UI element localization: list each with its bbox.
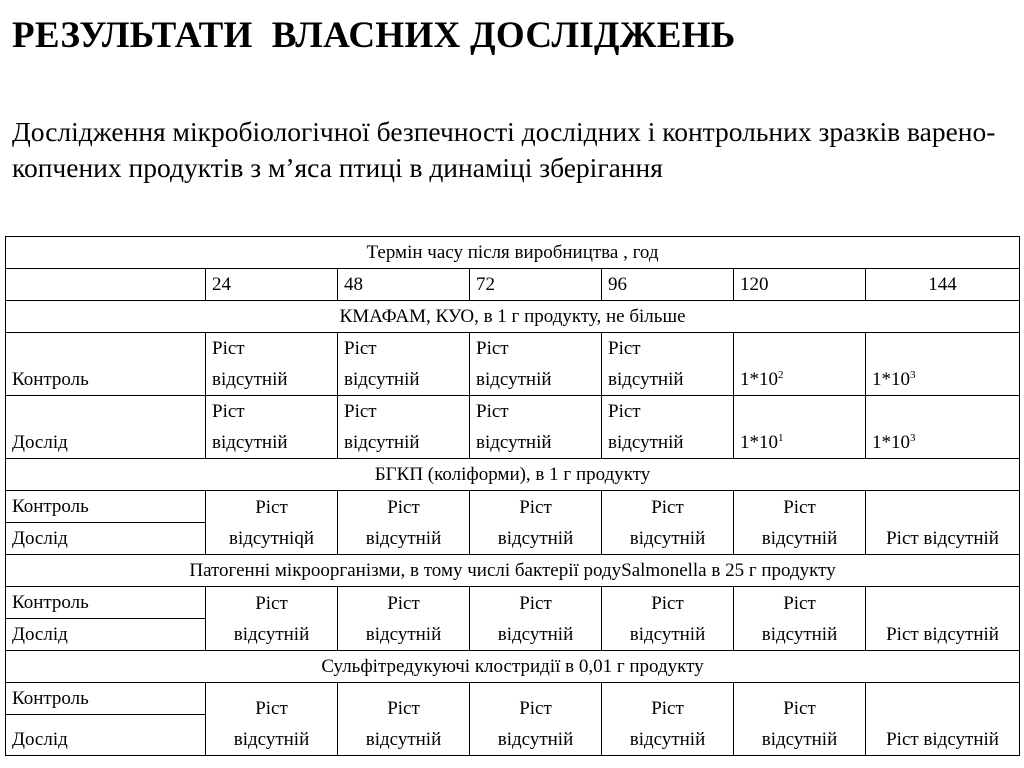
row-label: Дослід: [6, 715, 206, 756]
table-cell: Ріст відсутній: [734, 491, 866, 555]
bgkp-label: БГКП (коліформи), в 1 г продукту: [6, 459, 1020, 491]
table-cell: Ріст відсутніqй: [206, 491, 338, 555]
row-label: Дослід: [6, 523, 206, 555]
table-cell: Ріст відсутній: [470, 396, 602, 459]
hour-48: 48: [338, 269, 470, 301]
table-cell: Ріст відсутній: [866, 683, 1020, 756]
table-cell: Ріст відсутній: [734, 587, 866, 651]
table-cell: Ріст відсутній: [734, 683, 866, 756]
row-label: Контроль: [6, 491, 206, 523]
time-header: Термін часу після виробництва , год: [6, 237, 1020, 269]
table-cell: Ріст відсутній: [602, 587, 734, 651]
hours-row: [6, 269, 1020, 301]
table-cell: Ріст відсутній: [866, 587, 1020, 651]
hour-72: 72: [470, 269, 602, 301]
table-cell: Ріст відсутній: [470, 683, 602, 756]
table-cell: Ріст відсутній: [206, 396, 338, 459]
table-cell: $1*10^2$: [734, 333, 866, 396]
page-title: РЕЗУЛЬТАТИ ВЛАСНИХ ДОСЛІДЖЕНЬ: [12, 15, 736, 56]
table-cell: Ріст відсутній: [206, 333, 338, 396]
table-cell: Ріст відсутній: [206, 587, 338, 651]
kmafam-control-row: [6, 333, 1020, 396]
clostridia-control-row: [6, 683, 1020, 715]
table-cell: Ріст відсутній: [470, 587, 602, 651]
hour-120: 120: [734, 269, 866, 301]
table-header-row: [6, 237, 1020, 269]
pathogens-control-row: [6, 587, 1020, 619]
table-cell: Ріст відсутній: [602, 491, 734, 555]
kmafam-label: КМАФАМ, КУО, в 1 г продукту, не більше: [6, 301, 1020, 333]
row-label: Дослід: [6, 619, 206, 651]
clostridia-label: Сульфітредукуючі клостридії в 0,01 г продукту: [6, 651, 1020, 683]
row-label: Дослід: [6, 396, 206, 459]
table-cell: Ріст відсутній: [338, 491, 470, 555]
results-table: [5, 236, 1020, 756]
hour-24: 24: [206, 269, 338, 301]
page-subtitle: Дослідження мікробіологічної безпечності дослідних і контрольних зразків варено-копчених продуктів з м’яса птиці в динаміці зберігання: [12, 116, 996, 183]
section-row: [6, 301, 1020, 333]
table-cell: Ріст відсутній: [338, 333, 470, 396]
table-cell: Ріст відсутній: [602, 396, 734, 459]
section-row: [6, 459, 1020, 491]
table-cell: Ріст відсутній: [602, 333, 734, 396]
table-cell: Ріст відсутній: [338, 587, 470, 651]
table-cell: Ріст відсутній: [338, 396, 470, 459]
table-cell: $1*10^3$: [866, 396, 1020, 459]
table-cell: Ріст відсутній: [470, 333, 602, 396]
table-cell: $1*10^3$: [866, 333, 1020, 396]
bgkp-control-row: [6, 491, 1020, 523]
table-cell: Ріст відсутній: [206, 683, 338, 756]
row-label: Контроль: [6, 333, 206, 396]
table-cell: Ріст відсутній: [866, 491, 1020, 555]
table-cell: $1*10^1$: [734, 396, 866, 459]
table-cell: Ріст відсутній: [602, 683, 734, 756]
section-row: [6, 651, 1020, 683]
row-label: Контроль: [6, 683, 206, 715]
section-row: [6, 555, 1020, 587]
kmafam-experiment-row: [6, 396, 1020, 459]
hours-empty-cell: [6, 269, 206, 301]
hour-144: 144: [866, 269, 1020, 301]
table-cell: Ріст відсутній: [338, 683, 470, 756]
table-cell: Ріст відсутній: [470, 491, 602, 555]
pathogens-label: Патогенні мікроорганізми, в тому числі бактерії родуSalmonella в 25 г продукту: [6, 555, 1020, 587]
hour-96: 96: [602, 269, 734, 301]
row-label: Контроль: [6, 587, 206, 619]
